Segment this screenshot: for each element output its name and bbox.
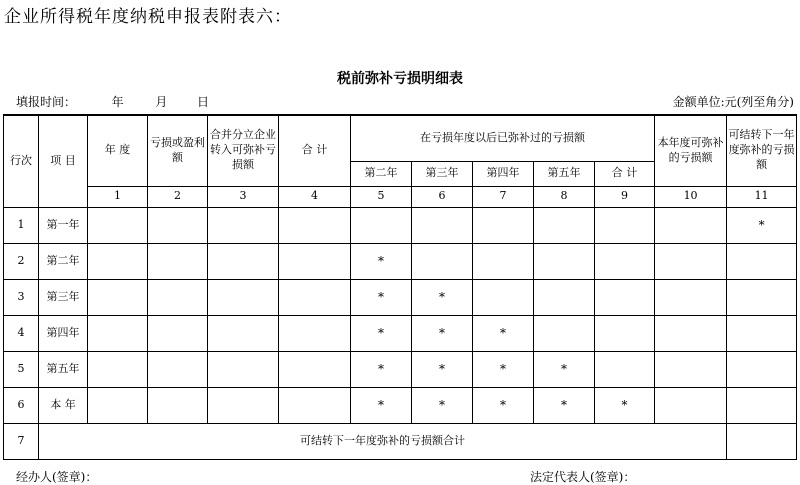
na-cell: * <box>412 315 473 351</box>
amount-cell[interactable] <box>655 315 727 351</box>
amount-cell[interactable] <box>595 207 655 243</box>
summary-row <box>4 423 797 459</box>
amount-cell[interactable] <box>473 207 534 243</box>
amount-cell[interactable] <box>279 387 351 423</box>
amount-cell[interactable] <box>351 207 412 243</box>
amount-cell[interactable] <box>595 279 655 315</box>
loss-offset-table <box>3 114 797 460</box>
fill-time-row <box>16 93 209 110</box>
na-cell: * <box>595 387 655 423</box>
amount-cell[interactable] <box>595 351 655 387</box>
na-cell: * <box>473 387 534 423</box>
amount-cell[interactable] <box>148 315 208 351</box>
amount-cell[interactable] <box>148 351 208 387</box>
amount-cell[interactable] <box>727 279 797 315</box>
na-cell: * <box>412 351 473 387</box>
table-row <box>4 207 797 243</box>
col-number: 10 <box>655 186 727 207</box>
amount-cell[interactable] <box>534 279 595 315</box>
amount-cell[interactable] <box>595 243 655 279</box>
amount-cell[interactable] <box>208 243 279 279</box>
amount-cell[interactable] <box>208 279 279 315</box>
subheader-year-5: 第五年 <box>534 161 595 186</box>
row-item: 第四年 <box>39 315 88 351</box>
row-item: 第五年 <box>39 351 88 387</box>
amount-cell[interactable] <box>279 243 351 279</box>
row-item: 第三年 <box>39 279 88 315</box>
amount-cell[interactable] <box>727 351 797 387</box>
fill-time-label: 填报时间： <box>16 95 77 109</box>
amount-cell[interactable] <box>727 315 797 351</box>
amount-cell[interactable] <box>279 315 351 351</box>
header-carry-forward: 可结转下一年度弥补的亏损额 <box>727 115 797 186</box>
amount-unit: 金额单位:元(列至角分) <box>672 95 794 109</box>
summary-label: 可结转下一年度弥补的亏损额合计 <box>39 423 727 459</box>
form-title: 税前弥补亏损明细表 <box>337 71 463 87</box>
na-cell: * <box>351 387 412 423</box>
col-number: 4 <box>279 186 351 207</box>
row-item: 本 年 <box>39 387 88 423</box>
amount-cell[interactable] <box>534 243 595 279</box>
column-number-row <box>4 186 797 207</box>
amount-cell[interactable] <box>208 315 279 351</box>
row-number: 6 <box>4 387 39 423</box>
na-cell: * <box>351 243 412 279</box>
amount-cell[interactable] <box>88 315 148 351</box>
na-cell: * <box>412 387 473 423</box>
amount-cell[interactable] <box>727 387 797 423</box>
amount-cell[interactable] <box>148 387 208 423</box>
header-offset-group: 在亏损年度以后已弥补过的亏损额 <box>351 115 655 161</box>
amount-cell[interactable] <box>655 279 727 315</box>
amount-cell[interactable] <box>655 207 727 243</box>
amount-cell[interactable] <box>534 207 595 243</box>
row-number: 5 <box>4 351 39 387</box>
amount-cell[interactable] <box>279 351 351 387</box>
amount-cell[interactable] <box>208 351 279 387</box>
fill-time-year: 年 <box>111 95 124 109</box>
na-cell: * <box>351 351 412 387</box>
handler-signature: 经办人(签章)： <box>16 470 98 484</box>
col-number: 5 <box>351 186 412 207</box>
amount-cell[interactable] <box>208 387 279 423</box>
header-row <box>4 115 797 161</box>
amount-cell[interactable] <box>412 243 473 279</box>
row-number: 1 <box>4 207 39 243</box>
na-cell: * <box>534 351 595 387</box>
header-current-year: 本年度可弥补的亏损额 <box>655 115 727 186</box>
row-number: 2 <box>4 243 39 279</box>
fill-time-day: 日 <box>197 95 210 109</box>
amount-cell[interactable] <box>88 243 148 279</box>
amount-cell[interactable] <box>534 315 595 351</box>
table-row <box>4 351 797 387</box>
header-total: 合 计 <box>279 115 351 186</box>
amount-cell[interactable] <box>655 351 727 387</box>
subheader-year-2: 第二年 <box>351 161 412 186</box>
row-item: 第一年 <box>39 207 88 243</box>
fill-time-month: 月 <box>155 95 168 109</box>
amount-cell[interactable] <box>148 207 208 243</box>
amount-cell[interactable] <box>473 243 534 279</box>
amount-cell[interactable] <box>88 387 148 423</box>
header-year: 年 度 <box>88 115 148 186</box>
amount-cell[interactable] <box>148 243 208 279</box>
na-cell: * <box>473 351 534 387</box>
col-number: 8 <box>534 186 595 207</box>
amount-cell[interactable] <box>88 279 148 315</box>
na-cell: * <box>473 315 534 351</box>
col-number: 3 <box>208 186 279 207</box>
summary-amount-cell[interactable] <box>727 423 797 459</box>
na-cell: * <box>534 387 595 423</box>
amount-cell[interactable] <box>727 243 797 279</box>
amount-cell[interactable] <box>473 279 534 315</box>
amount-cell[interactable] <box>412 207 473 243</box>
subheader-year-4: 第四年 <box>473 161 534 186</box>
amount-cell[interactable] <box>655 243 727 279</box>
table-row <box>4 387 797 423</box>
row-number: 3 <box>4 279 39 315</box>
header-merge-transfer: 合并分立企业转入可弥补亏损额 <box>208 115 279 186</box>
subheader-total: 合 计 <box>595 161 655 186</box>
page-title: 企业所得税年度纳税申报表附表六： <box>4 7 292 27</box>
subheader-year-3: 第三年 <box>412 161 473 186</box>
header-loss-profit: 亏损或盈利额 <box>148 115 208 186</box>
col-number: 2 <box>148 186 208 207</box>
col-number: 9 <box>595 186 655 207</box>
amount-cell[interactable] <box>279 279 351 315</box>
row-item: 第二年 <box>39 243 88 279</box>
amount-cell[interactable] <box>88 207 148 243</box>
amount-cell[interactable] <box>148 279 208 315</box>
table-row <box>4 315 797 351</box>
header-item: 项 目 <box>39 115 88 207</box>
na-cell: * <box>351 279 412 315</box>
col-number: 7 <box>473 186 534 207</box>
col-number: 11 <box>727 186 797 207</box>
na-cell: * <box>412 279 473 315</box>
header-row-no: 行次 <box>4 115 39 207</box>
na-cell: * <box>351 315 412 351</box>
row-number: 4 <box>4 315 39 351</box>
amount-cell[interactable] <box>208 207 279 243</box>
row-number: 7 <box>4 423 39 459</box>
table-row <box>4 279 797 315</box>
table-row <box>4 243 797 279</box>
na-cell: * <box>727 207 797 243</box>
legal-rep-signature: 法定代表人(签章)： <box>530 470 636 484</box>
col-number: 1 <box>88 186 148 207</box>
col-number: 6 <box>412 186 473 207</box>
amount-cell[interactable] <box>279 207 351 243</box>
amount-cell[interactable] <box>655 387 727 423</box>
amount-cell[interactable] <box>88 351 148 387</box>
amount-cell[interactable] <box>595 315 655 351</box>
